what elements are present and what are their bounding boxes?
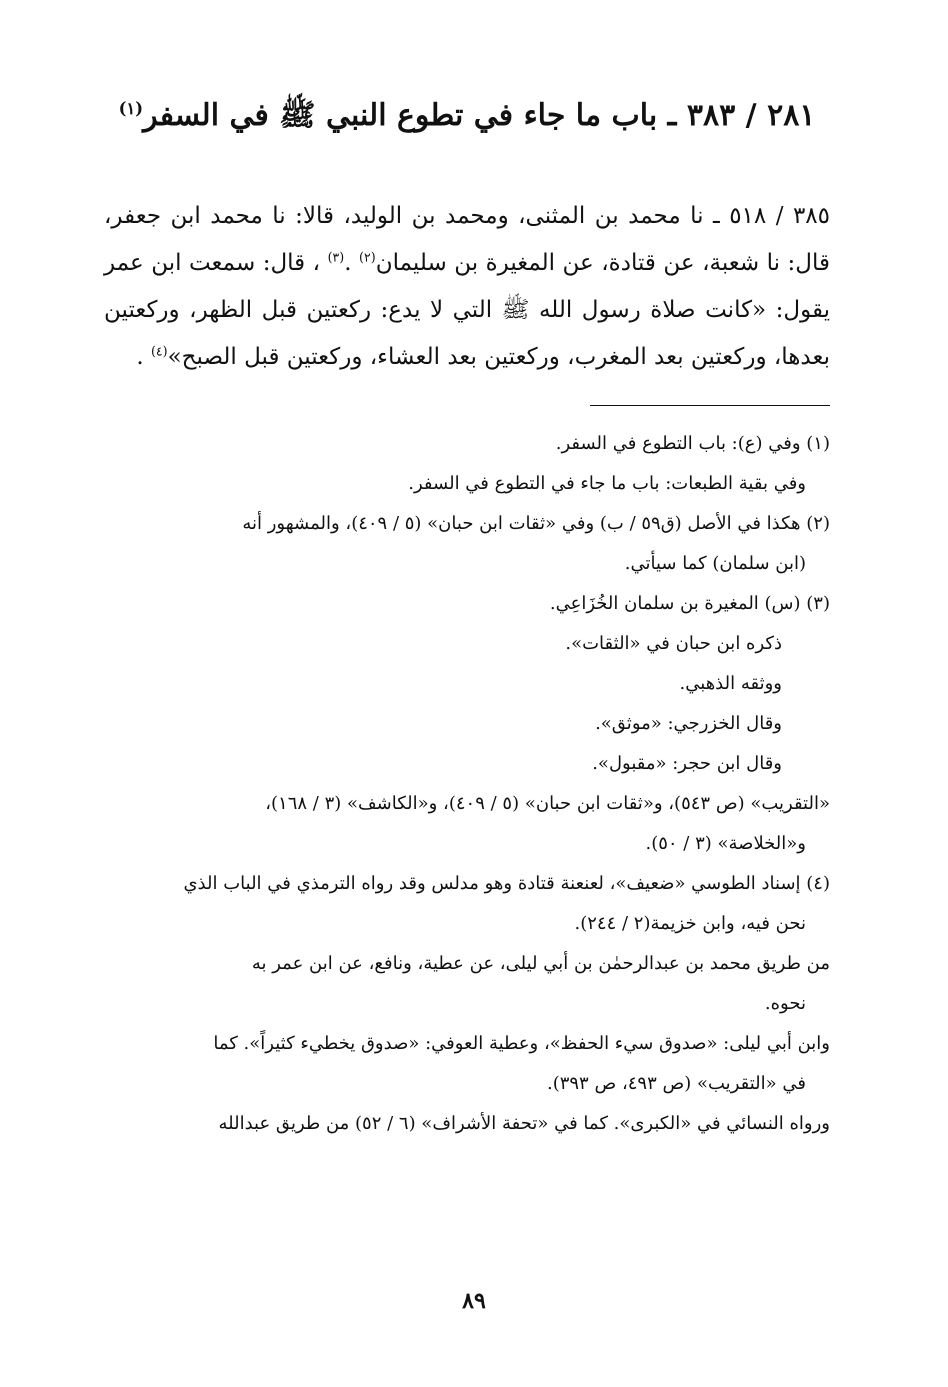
footnote-3-line-5: وقال ابن حجر: «مقبول». (592, 753, 782, 774)
footnote-3-line-2: ذكره ابن حبان في «الثقات». (565, 633, 782, 654)
footnote-3-line-3: ووثقه الذهبي. (679, 673, 782, 694)
footnote-marker-3: (٣) (327, 249, 345, 265)
footnote-3-line-7: و«الخلاصة» (٣ / ٥٠). (645, 833, 806, 854)
footnote-2-line-2: (ابن سلمان) كما سيأتي. (624, 553, 806, 574)
footnotes (104, 424, 830, 1144)
footnote-4-line-4: نحوه. (764, 993, 806, 1014)
chapter-title (104, 96, 830, 135)
hadith-text-part-2: . (344, 250, 360, 276)
footnote-2-line-1: (٢) هكذا في الأصل (ق٥٩ / ب) وفي «ثقات ابن حبان» (٥ / ٤٠٩)، والمشهور أنه (242, 513, 830, 534)
hadith-text-part-1: ٣٨٥ / ٥١٨ ـ نا محمد بن المثنى، ومحمد بن الوليد، قالا: نا محمد ابن جعفر، قال: نا شعبة، عن قتادة، عن المغيرة بن سليمان (104, 203, 831, 276)
footnote-3-line-4: وقال الخزرجي: «موثق». (595, 713, 782, 734)
footnote-3-line-1: (٣) (س) المغيرة بن سلمان الخُزَاعِي. (549, 593, 830, 614)
page-number: ٨٩ (462, 1288, 486, 1314)
footnote-4-line-1: (٤) إسناد الطوسي «ضعيف»، لعنعنة قتادة وهو مدلس وقد رواه الترمذي في الباب الذي (183, 873, 830, 894)
footnote-4-line-7: ورواه النسائي في «الكبرى». كما في «تحفة الأشراف» (٦ / ٥٢) من طريق عبدالله (218, 1113, 830, 1134)
footnote-4-line-2: نحن فيه، وابن خزيمة(٢ / ٢٤٤). (574, 913, 806, 934)
footnote-marker-1: (١) (118, 99, 144, 118)
footnote-1-line-2: وفي بقية الطبعات: باب ما جاء في التطوع في السفر. (408, 473, 806, 494)
footnote-4-line-6: في «التقريب» (ص ٤٩٣، ص ٣٩٣). (546, 1073, 806, 1094)
footnote-1-line-1: (١) وفي (ع): باب التطوع في السفر. (555, 433, 830, 454)
hadith-text-part-4: . (136, 344, 151, 370)
footnote-3-line-6: «التقريب» (ص ٥٤٣)، و«ثقات ابن حبان» (٥ / ٤٠٩)، و«الكاشف» (٣ / ١٦٨)، (265, 793, 830, 814)
hadith-text (104, 193, 830, 381)
page-content (104, 96, 830, 1144)
footnote-marker-2: (٢) (359, 249, 376, 265)
hadith-text-part-3: ، قال: سمعت ابن عمر يقول: «كانت صلاة رسول الله ﷺ التي لا يدع: ركعتين قبل الظهر، وركعتين بعدها، وركعتين بعد المغرب، وركعتين بعد العشاء، وركعتين قبل الصبح» (104, 250, 830, 370)
footnote-4-line-3: من طريق محمد بن عبدالرحمٰن بن أبي ليلى، عن عطية، ونافع، عن ابن عمر به (251, 953, 830, 974)
footnote-separator (590, 405, 830, 406)
footnote-marker-4: (٤) (150, 343, 168, 359)
chapter-title-text: ٢٨١ / ٣٨٣ ـ باب ما جاء في تطوع النبي ﷺ في السفر (143, 98, 816, 133)
footnote-4-line-5: وابن أبي ليلى: «صدوق سيء الحفظ»، وعطية العوفي: «صدوق يخطيء كثيراً». كما (213, 1033, 830, 1054)
